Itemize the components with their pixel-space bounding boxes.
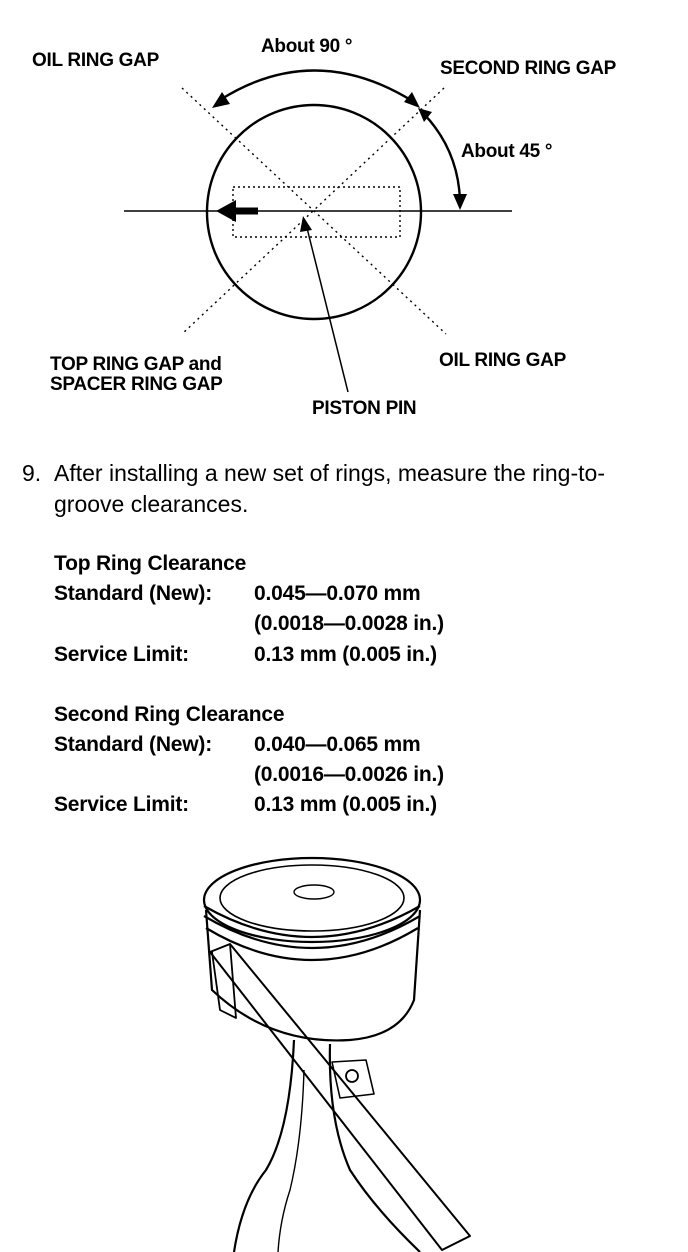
top-ring-gap-label-line1: TOP RING GAP and xyxy=(50,354,222,375)
about-45-arc xyxy=(424,114,460,200)
spec-title-top-ring: Top Ring Clearance xyxy=(54,552,247,575)
step-text: After installing a new set of rings, measure the ring-to-groove clearances. xyxy=(54,460,605,517)
about-90-arrowhead-right xyxy=(404,92,420,108)
spec-row-top-limit xyxy=(54,640,654,670)
top-ring-gap-label-line2: SPACER RING GAP xyxy=(50,374,223,395)
oil-ring-gap-label-bottom: OIL RING GAP xyxy=(439,350,566,371)
spec-value: 0.13 mm (0.005 in.) xyxy=(254,643,437,666)
about-45-label: About 45 ° xyxy=(461,141,553,162)
about-90-label: About 90 ° xyxy=(261,36,353,57)
piston-pin-label: PISTON PIN xyxy=(312,398,417,419)
spec-row-second-limit xyxy=(54,790,654,820)
spec-value: (0.0016—0.0026 in.) xyxy=(254,763,444,786)
spec-title-second-ring: Second Ring Clearance xyxy=(54,703,285,726)
connecting-rod-edge xyxy=(330,1044,420,1252)
piston-crown-inner xyxy=(220,865,404,931)
piston-pin-leader-line xyxy=(306,224,348,392)
second-ring-gap-label: SECOND RING GAP xyxy=(440,58,617,79)
spec-key: Service Limit: xyxy=(54,643,189,666)
piston-feeler-gauge-illustration xyxy=(190,840,490,1252)
about-45-arrowhead-bottom xyxy=(453,194,467,210)
spec-value: 0.13 mm (0.005 in.) xyxy=(254,793,437,816)
spec-value: (0.0018—0.0028 in.) xyxy=(254,612,444,635)
piston-pin-leader-arrowhead xyxy=(300,216,312,232)
connecting-rod xyxy=(234,1040,294,1252)
spec-key: Standard (New): xyxy=(54,733,213,756)
step-number: 9. xyxy=(22,460,42,486)
spec-value: 0.040—0.065 mm xyxy=(254,733,421,756)
spec-row-top-standard xyxy=(54,579,654,609)
spec-key: Standard (New): xyxy=(54,582,213,605)
piston-crown-center xyxy=(294,885,334,899)
connecting-rod-web xyxy=(278,1070,304,1252)
about-90-arc xyxy=(220,70,414,102)
oil-ring-gap-label-top: OIL RING GAP xyxy=(32,50,159,71)
spec-row-second-standard xyxy=(54,730,654,760)
direction-arrow-head xyxy=(216,200,236,222)
feeler-gauge-rivet xyxy=(346,1070,358,1082)
piston-pin-outline xyxy=(233,187,400,237)
piston-crown xyxy=(204,858,420,942)
spec-row-top-standard-in xyxy=(54,609,654,639)
spec-value: 0.045—0.070 mm xyxy=(254,582,421,605)
spec-key: Service Limit: xyxy=(54,793,189,816)
spec-row-second-standard-in xyxy=(54,760,654,790)
